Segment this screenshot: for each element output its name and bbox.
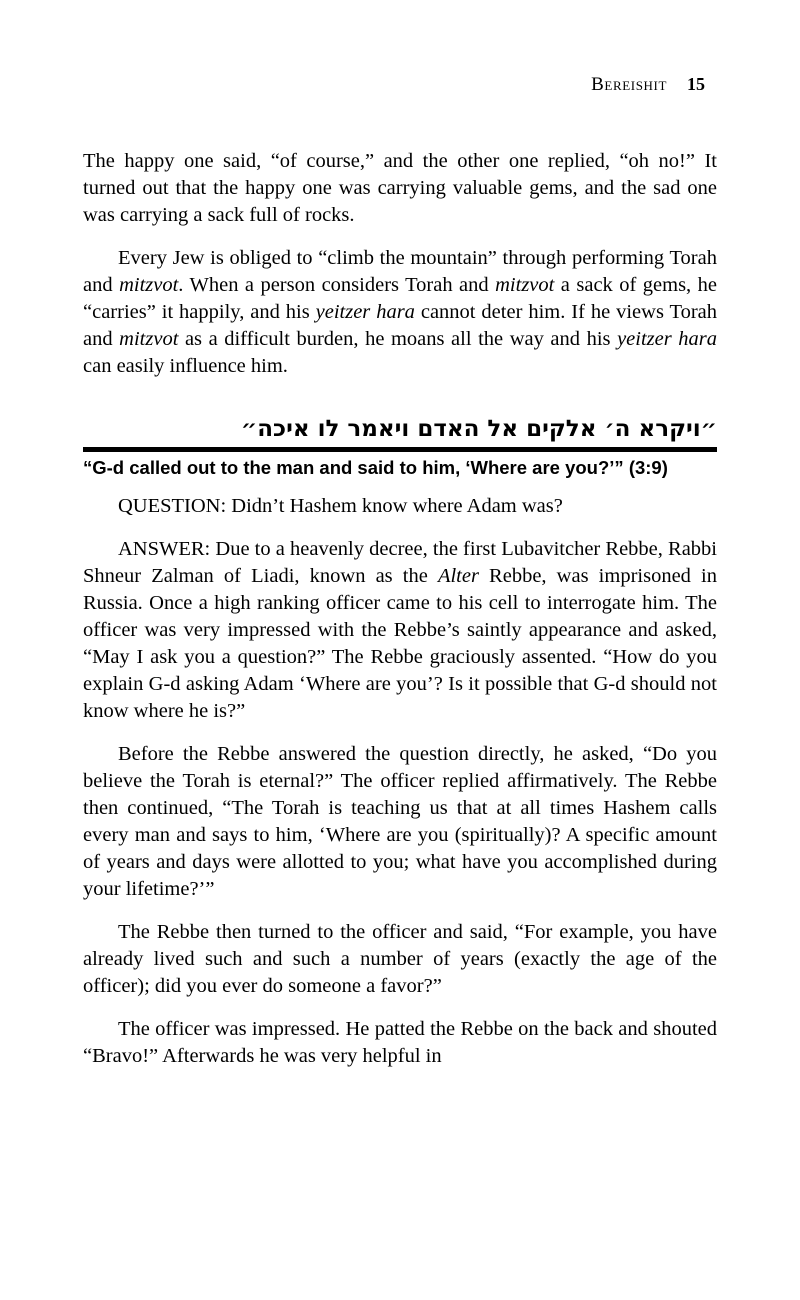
verse-heading-block: [83, 414, 717, 479]
section-title: Bereishit: [591, 74, 667, 95]
paragraph-every-jew: Every Jew is obliged to “climb the mountain” through performing Torah and mitzvot. When a person considers Torah and mitzvot a sack of gems, he “carries” it happily, and his yeitzer hara cannot deter him. If he views Torah and mitzvot as a difficult burden, he moans all the way and his yeitzer hara can easily influence him.: [83, 247, 717, 377]
paragraph-officer-impressed: The officer was impressed. He patted the Rebbe on the back and shouted “Bravo!” Afterwards he was very helpful in: [83, 1018, 717, 1067]
hebrew-verse-text: ״ויקרא ה׳ אלקים אל האדם ויאמר לו איכה״: [240, 416, 717, 442]
paragraph-before-rebbe: Before the Rebbe answered the question directly, he asked, “Do you believe the Torah is eternal?” The officer replied affirmatively. The Rebbe then continued, “The Torah is teaching us that at all times Hashem calls every man and says to him, ‘Where are you (spiritually)? A specific amount of years and days were allotted to you; what have you accomplished during your lifetime?’”: [83, 743, 717, 900]
text-column: [83, 0, 717, 1086]
paragraph-carryover: The happy one said, “of course,” and the other one replied, “oh no!” It turned out that the happy one was carrying valuable gems, and the sad one was carrying a sack full of rocks.: [83, 150, 717, 226]
paragraph-answer: ANSWER: Due to a heavenly decree, the first Lubavitcher Rebbe, Rabbi Shneur Zalman of Liadi, known as the Alter Rebbe, was imprisoned in Russia. Once a high ranking officer came to his cell to interrogate him. The officer was very impressed with the Rebbe’s saintly appearance and asked, “May I ask you a question?” The Rebbe graciously assented. “How do you explain G-d asking Adam ‘Where are you’? Is it possible that G-d should not know where he is?”: [83, 538, 717, 722]
page-number: 15: [687, 74, 705, 94]
paragraph-question: QUESTION: Didn’t Hashem know where Adam was?: [118, 495, 563, 517]
verse-translation-caption: “G-d called out to the man and said to him, ‘Where are you?’” (3:9): [83, 457, 668, 478]
heading-rule: [83, 447, 717, 452]
paragraph-rebbe-turned: The Rebbe then turned to the officer and said, “For example, you have already lived such and such a number of years (exactly the age of the officer); did you ever do someone a favor?”: [83, 921, 717, 997]
